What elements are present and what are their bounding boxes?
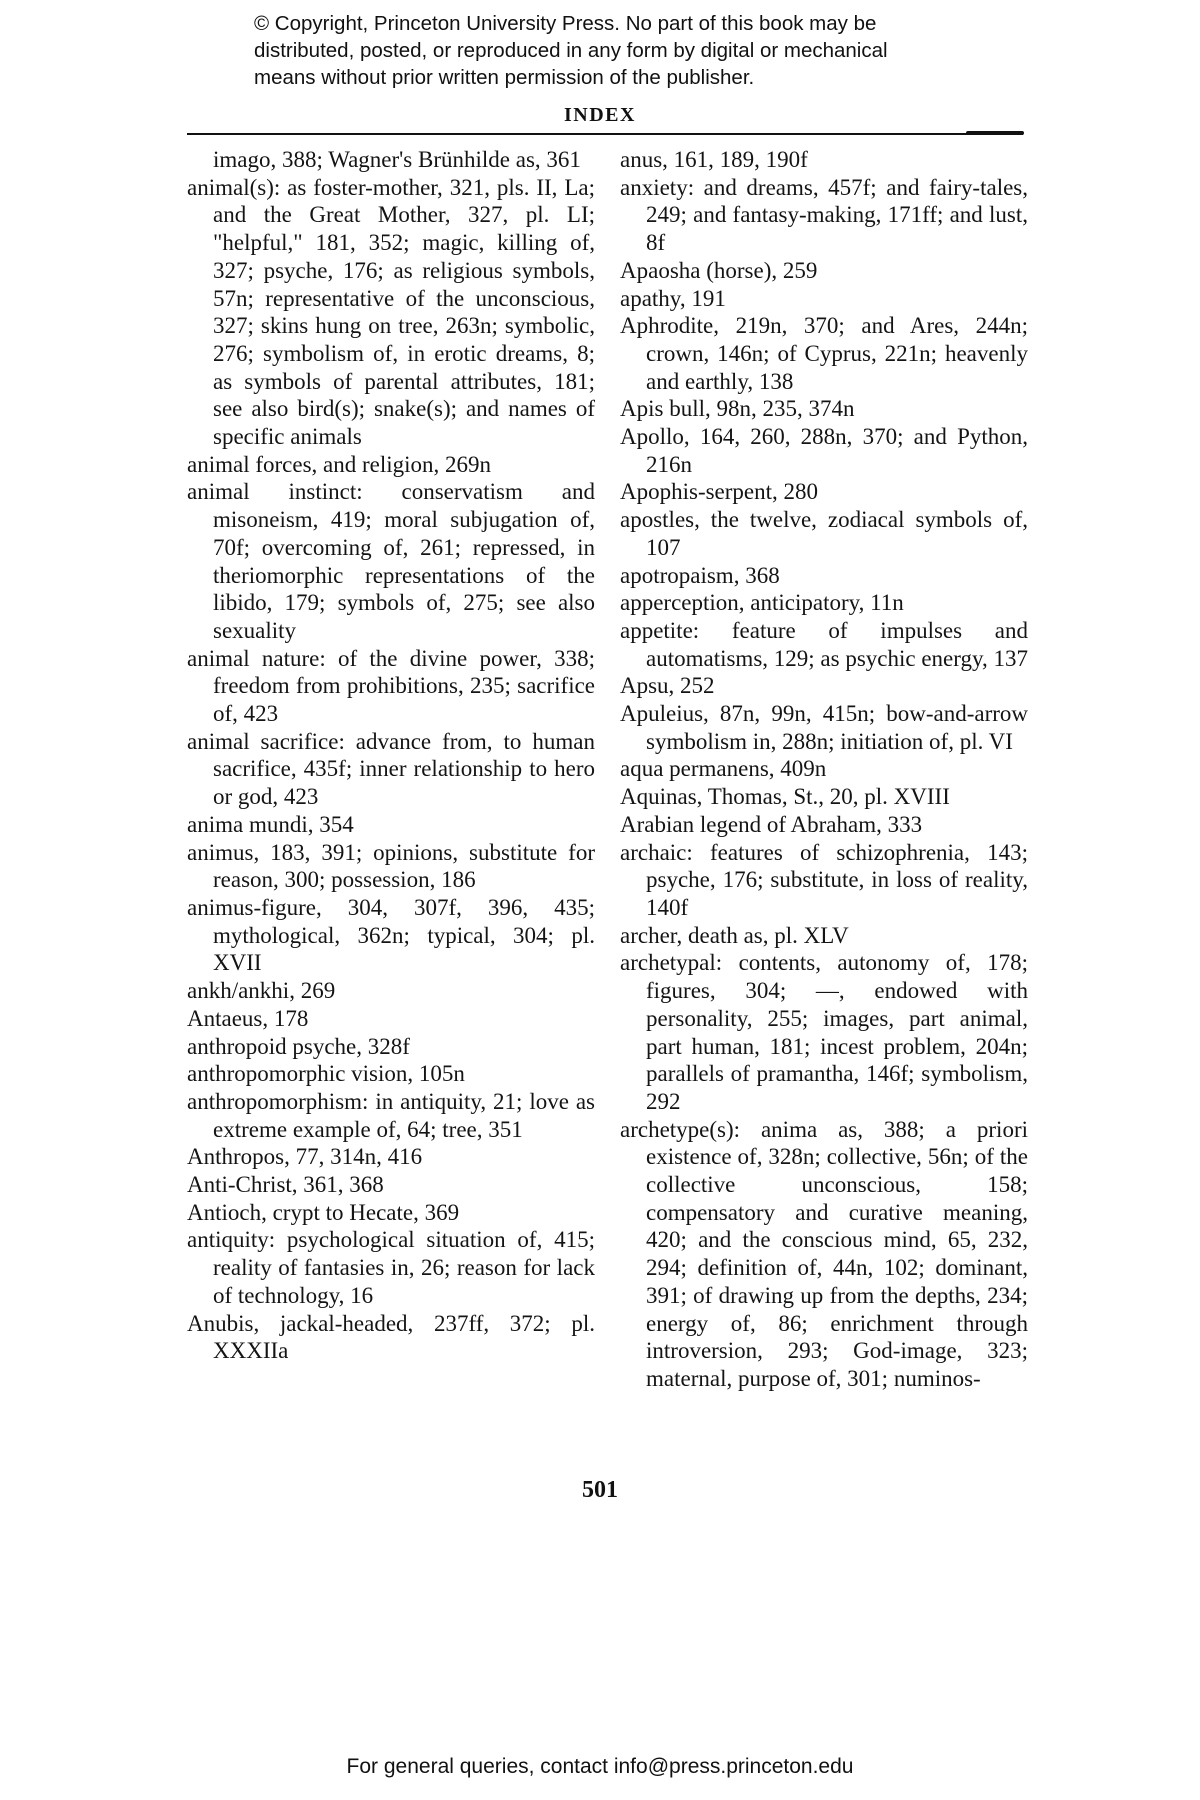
index-entry: imago, 388; Wagner's Brünhilde as, 361 — [213, 147, 581, 172]
index-column-right — [620, 146, 1028, 1393]
index-entry: archetypal: contents, autonomy of, 178; figures, 304; —, endowed with personality, 255; images, part animal, part human, 181; incest problem, 204n; parallels of pramantha, 146f; symbolism, 292 — [620, 950, 1028, 1114]
index-entry: animus-figure, 304, 307f, 396, 435; mythological, 362n; typical, 304; pl. XVII — [187, 894, 595, 976]
index-entry: Anubis, jackal-headed, 237ff, 372; pl. XXXIIa — [187, 1310, 595, 1364]
header-rule-tip — [966, 131, 1024, 135]
index-entry: animus, 183, 391; opinions, substitute for reason, 300; possession, 186 — [187, 839, 595, 893]
index-entry: animal forces, and religion, 269n — [187, 451, 492, 477]
copyright-line: means without prior written permission of the publisher. — [254, 66, 755, 89]
index-entry: Apaosha (horse), 259 — [620, 257, 818, 283]
index-entry: animal nature: of the divine power, 338; freedom from prohibitions, 235; sacrifice of, 423 — [187, 645, 595, 727]
index-entry: animal sacrifice: advance from, to human sacrifice, 435f; inner relationship to hero or god, 423 — [187, 728, 595, 810]
index-entry: Arabian legend of Abraham, 333 — [620, 811, 923, 837]
index-entry: archer, death as, pl. XLV — [620, 922, 849, 948]
index-entry: anima mundi, 354 — [187, 811, 354, 837]
index-entry: animal(s): as foster-mother, 321, pls. II, La; and the Great Mother, 327, pl. LI; "helpful," 181, 352; magic, killing of, 327; psyche, 176; as religious symbols, 57n; representative of the unconscious, 327; skins hung on tree, 263n; symbolic, 276; symbolism of, in erotic dreams, 8; as symbols of parental attributes, 181; see also bird(s); snake(s); and names of specific animals — [187, 174, 595, 450]
header-rule — [187, 133, 1023, 135]
index-entry: ankh/ankhi, 269 — [187, 978, 336, 1004]
index-entry: archetype(s): anima as, 388; a priori existence of, 328n; collective, 56n; of the collective unconscious, 158; compensatory and curative meaning, 420; and the conscious mind, 65, 232, 294; definition of, 44n, 102; dominant, 391; of drawing up from the depths, 234; energy of, 86; enrichment through introversion, 293; God-image, 323; maternal, purpose of, 301; numinos- — [620, 1116, 1028, 1391]
index-entry: anthropoid psyche, 328f — [187, 1033, 410, 1059]
index-entry: Antaeus, 178 — [187, 1005, 309, 1031]
footer-contact: For general queries, contact info@press.princeton.edu — [346, 1755, 854, 1778]
index-entry: anthropomorphism: in antiquity, 21; love as extreme example of, 64; tree, 351 — [187, 1088, 595, 1142]
index-entry: Aquinas, Thomas, St., 20, pl. XVIII — [620, 784, 950, 810]
index-entry: anthropomorphic vision, 105n — [187, 1061, 465, 1087]
copyright-line: © Copyright, Princeton University Press. No part of this book may be — [254, 12, 877, 35]
page-number: 501 — [582, 1477, 618, 1503]
page-title: INDEX — [564, 104, 636, 126]
index-entry: Antioch, crypt to Hecate, 369 — [187, 1199, 460, 1225]
copyright-line: distributed, posted, or reproduced in any form by digital or mechanical — [254, 39, 888, 62]
index-entry: Anthropos, 77, 314n, 416 — [187, 1144, 423, 1170]
index-entry: anus, 161, 189, 190f — [620, 147, 808, 172]
index-entry: Aphrodite, 219n, 370; and Ares, 244n; crown, 146n; of Cyprus, 221n; heavenly and earthly, 138 — [620, 313, 1028, 394]
index-entry: appetite: feature of impulses and automatisms, 129; as psychic energy, 137 — [620, 617, 1028, 671]
index-entry: animal instinct: conservatism and misoneism, 419; moral subjugation of, 70f; overcoming of, 261; repressed, in theriomorphic representations of the libido, 179; symbols of, 275; see also sexuality — [187, 479, 595, 643]
index-entry: apperception, anticipatory, 11n — [620, 590, 904, 616]
index-entry: Apsu, 252 — [620, 673, 715, 699]
index-entry: Apollo, 164, 260, 288n, 370; and Python, 216n — [620, 424, 1028, 477]
index-entry: Apuleius, 87n, 99n, 415n; bow-and-arrow symbolism in, 288n; initiation of, pl. VI — [620, 701, 1028, 754]
index-entry: apostles, the twelve, zodiacal symbols of, 107 — [620, 507, 1028, 560]
index-entry: apathy, 191 — [620, 285, 726, 311]
index-entry: Anti-Christ, 361, 368 — [187, 1172, 384, 1198]
index-column-left — [187, 146, 595, 1365]
index-entry: aqua permanens, 409n — [620, 756, 827, 782]
index-entry: anxiety: and dreams, 457f; and fairy-tales, 249; and fantasy-making, 171ff; and lust, 8f — [620, 174, 1028, 256]
index-entry: Apis bull, 98n, 235, 374n — [620, 396, 855, 422]
copyright-notice — [254, 10, 1014, 91]
index-entry: archaic: features of schizophrenia, 143; psyche, 176; substitute, in loss of reality, 140f — [620, 839, 1028, 920]
index-entry: Apophis-serpent, 280 — [620, 479, 819, 505]
index-entry: apotropaism, 368 — [620, 562, 780, 588]
index-entry: antiquity: psychological situation of, 415; reality of fantasies in, 26; reason for lack of technology, 16 — [187, 1227, 595, 1308]
